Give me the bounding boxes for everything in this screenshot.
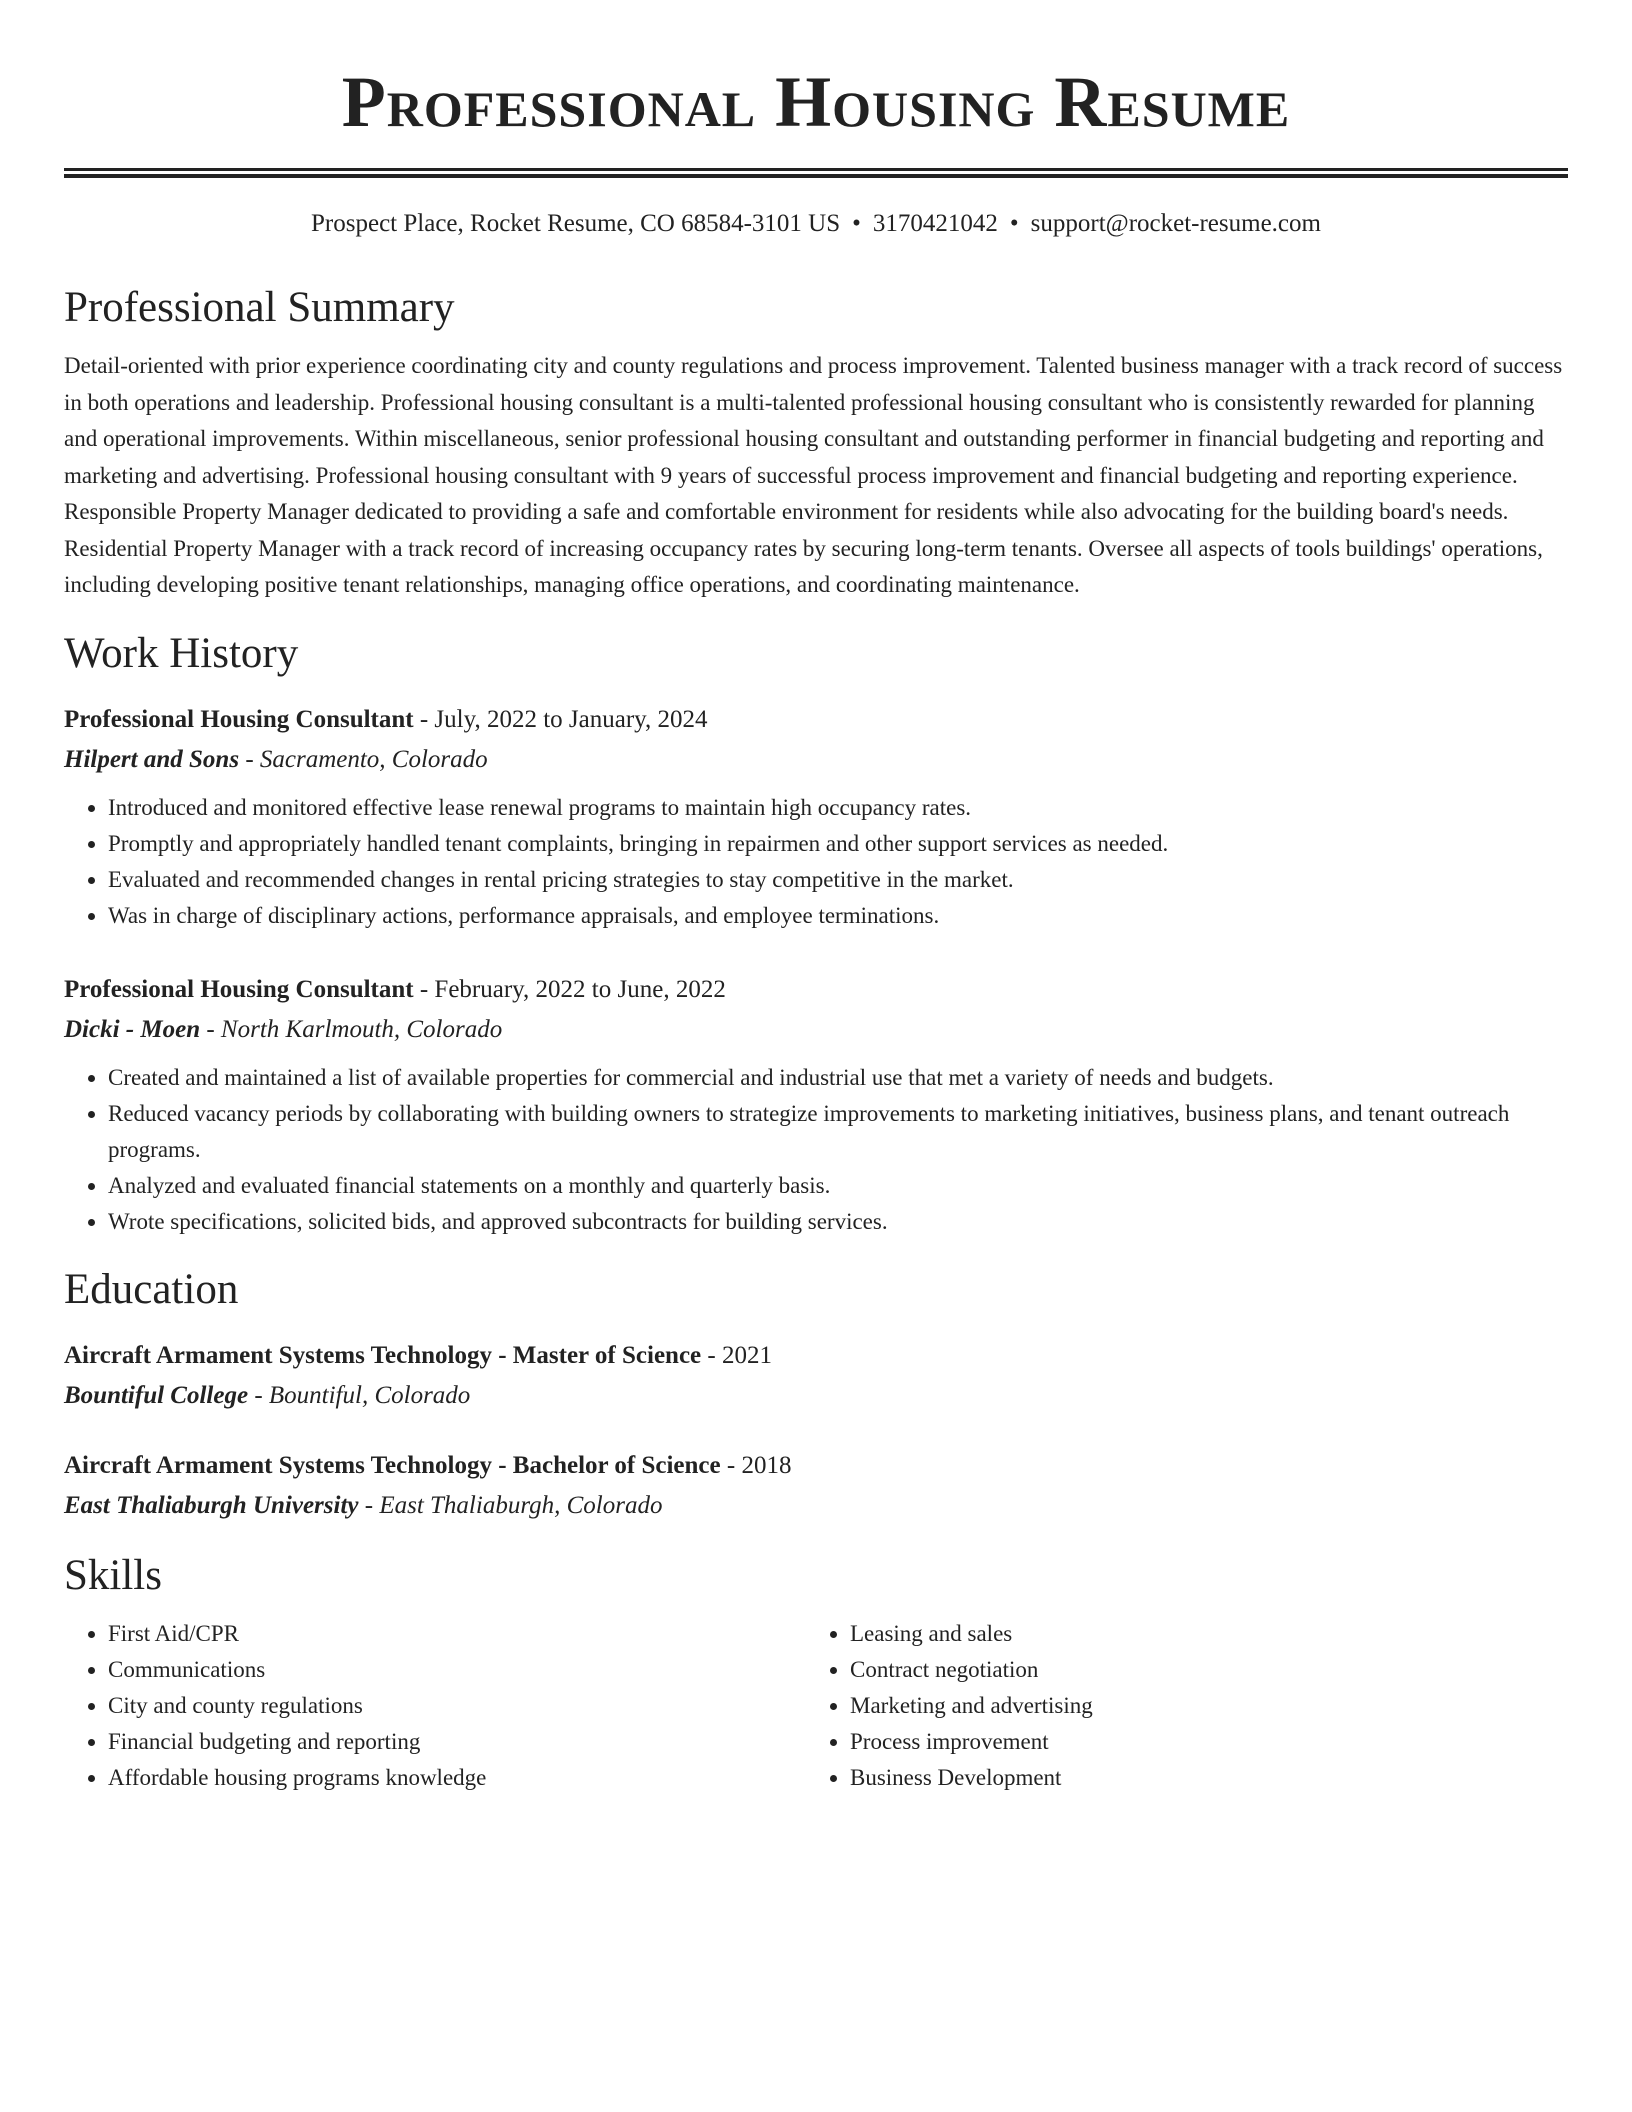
school-location: - Bountiful, Colorado [248,1381,471,1409]
skill-item: • City and county regulations [108,1688,806,1724]
job-location: - North Karlmouth, Colorado [200,1015,503,1043]
job-bullet: • Evaluated and recommended changes in rental pricing strategies to stay competitive in the market. [108,862,1568,898]
school-name: Bountiful College [64,1381,249,1409]
job-dates: - February, 2022 to June, 2022 [413,975,726,1003]
skill-item: • Leasing and sales [850,1616,1548,1652]
job-bullet: • Analyzed and evaluated financial statements on a monthly and quarterly basis. [108,1168,1568,1204]
job-title: Professional Housing Consultant [64,975,414,1003]
skills-left-list [64,1616,806,1796]
job-title-line [64,700,1568,740]
skill-item: • Financial budgeting and reporting [108,1724,806,1760]
job-bullet: • Reduced vacancy periods by collaborating with building owners to strategize improvements to marketing initiatives, business plans, and tenant outreach programs. [108,1096,1568,1168]
contact-address: Prospect Place, Rocket Resume, CO 68584-3101 US [311,210,841,237]
job-company-line [64,740,1568,780]
job-company: Dicki - Moen [64,1015,201,1043]
job-bullet: • Created and maintained a list of available properties for commercial and industrial use that met a variety of needs and budgets. [108,1060,1568,1096]
education-entry [64,1446,1568,1526]
school-line [64,1376,1568,1416]
contact-email: support@rocket-resume.com [1030,210,1321,237]
job-bullets [64,1060,1568,1240]
summary-text: Detail-oriented with prior experience coordinating city and county regulations and process improvement. Talented business manager with a track record of success in both operations and leadership. Professional housing consultant is a multi-talented professional housing consultant who is consistently rewarded for planning and operational improvements. Within miscellaneous, senior professional housing consultant and outstanding performer in financial budgeting and reporting and marketing and advertising. Professional housing consultant with 9 years of successful process improvement and financial budgeting and reporting experience. Responsible Property Manager dedicated to providing a safe and comfortable environment for residents while also advocating for the building board's needs. Residential Property Manager with a track record of increasing occupancy rates by securing long-term tenants. Oversee all aspects of tools buildings' operations, including developing positive tenant relationships, managing office operations, and coordinating maintenance. [64,353,1563,597]
degree-year: - 2021 [701,1341,772,1369]
degree-year: - 2018 [720,1451,792,1479]
education-heading: Education [64,1265,239,1313]
job-location: - Sacramento, Colorado [239,745,488,773]
job-bullet: • Promptly and appropriately handled tenant complaints, bringing in repairmen and other support services as needed. [108,826,1568,862]
job-entry [64,700,1568,934]
contact-line [64,208,1568,240]
job-entry [64,970,1568,1240]
job-bullet: • Wrote specifications, solicited bids, and approved subcontracts for building services. [108,1204,1568,1240]
job-company-line [64,1010,1568,1050]
skill-item: • Marketing and advertising [850,1688,1548,1724]
work-history-heading: Work History [64,629,299,677]
job-company: Hilpert and Sons [64,745,240,773]
skill-item: • Communications [108,1652,806,1688]
contact-separator: • [1009,210,1019,237]
contact-phone: 3170421042 [872,210,998,237]
degree-line [64,1446,1568,1486]
skill-item: • Process improvement [850,1724,1548,1760]
education-entry [64,1336,1568,1416]
school-name: East Thaliaburgh University [64,1491,359,1519]
school-location: - East Thaliaburgh, Colorado [358,1491,663,1519]
skill-item: • Contract negotiation [850,1652,1548,1688]
title-double-rule [64,168,1568,178]
skill-item: • Business Development [850,1760,1548,1796]
contact-separator: • [852,210,861,237]
skill-item: • First Aid/CPR [108,1616,806,1652]
job-bullet: • Was in charge of disciplinary actions, performance appraisals, and employee terminations. [108,898,1568,934]
resume-title: Professional Housing Resume [341,62,1291,142]
skills-right-list [806,1616,1548,1796]
job-dates: - July, 2022 to January, 2024 [413,705,708,733]
degree-name: Aircraft Armament Systems Technology - Bachelor of Science [64,1451,721,1479]
skills-heading: Skills [64,1551,162,1599]
skill-item: • Affordable housing programs knowledge [108,1760,806,1796]
skills-columns [64,1616,1568,1796]
job-bullets [64,790,1568,934]
degree-line [64,1336,1568,1376]
job-title-line [64,970,1568,1010]
summary-heading: Professional Summary [64,284,455,331]
school-line [64,1486,1568,1526]
degree-name: Aircraft Armament Systems Technology - Master of Science [64,1341,702,1369]
job-bullet: • Introduced and monitored effective lease renewal programs to maintain high occupancy rates. [108,790,1568,826]
job-title: Professional Housing Consultant [64,705,414,733]
